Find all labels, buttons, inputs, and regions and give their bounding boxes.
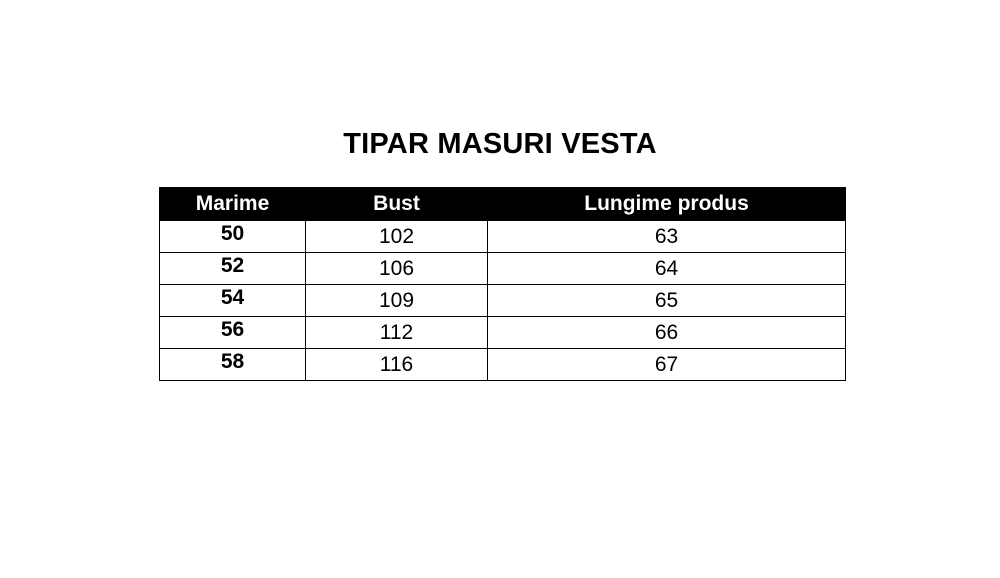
bust-cell: 116 bbox=[306, 349, 488, 381]
table-row bbox=[160, 221, 846, 253]
size-cell: 52 bbox=[160, 253, 306, 285]
length-cell: 67 bbox=[488, 349, 846, 381]
length-cell: 63 bbox=[488, 221, 846, 253]
bust-cell: 109 bbox=[306, 285, 488, 317]
bust-cell: 106 bbox=[306, 253, 488, 285]
size-cell: 56 bbox=[160, 317, 306, 349]
size-cell: 58 bbox=[160, 349, 306, 381]
table-row bbox=[160, 349, 846, 381]
size-cell: 54 bbox=[160, 285, 306, 317]
bust-cell: 102 bbox=[306, 221, 488, 253]
length-cell: 66 bbox=[488, 317, 846, 349]
length-cell: 65 bbox=[488, 285, 846, 317]
size-cell: 50 bbox=[160, 221, 306, 253]
page-title: TIPAR MASURI VESTA bbox=[343, 128, 657, 160]
table-row bbox=[160, 253, 846, 285]
column-header-lungime-produs: Lungime produs bbox=[488, 188, 846, 221]
bust-cell: 112 bbox=[306, 317, 488, 349]
table-row bbox=[160, 285, 846, 317]
table-header-row bbox=[160, 188, 846, 221]
column-header-marime: Marime bbox=[160, 188, 306, 221]
column-header-bust: Bust bbox=[306, 188, 488, 221]
size-table bbox=[159, 187, 846, 381]
length-cell: 64 bbox=[488, 253, 846, 285]
table-row bbox=[160, 317, 846, 349]
